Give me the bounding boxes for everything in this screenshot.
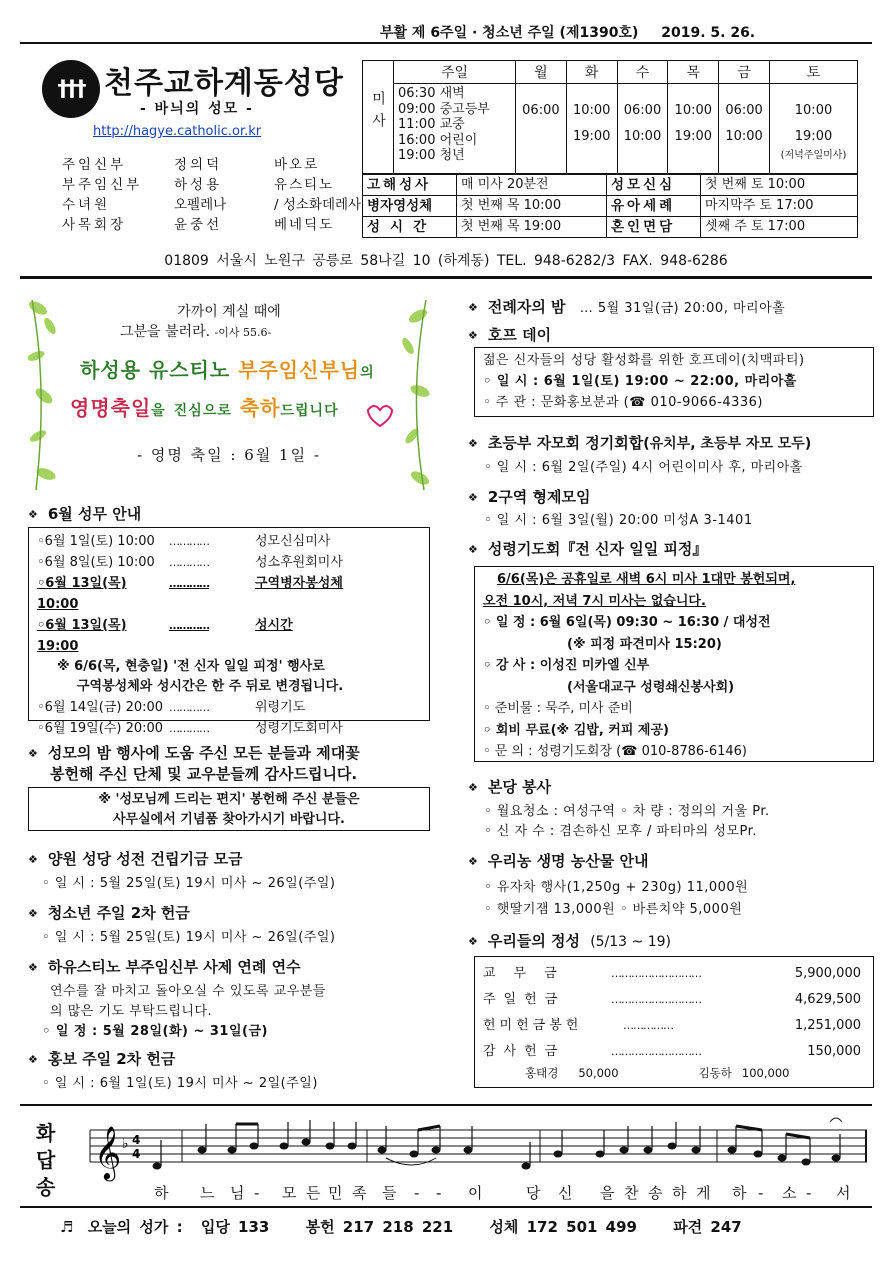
thanks-heading-line2: 봉헌해 주신 단체 및 교우분들께 감사드립니다. (50, 765, 358, 783)
table-row: 고해성사 매 미사 20분전 성모신심 첫 번째 토 10:00 (363, 175, 858, 196)
lyric-syllable: 을 (600, 1184, 615, 1202)
lyric-syllable: 들 (382, 1184, 397, 1202)
church-address: 01809 서울시 노원구 공릉로 58나길 10 (하계동) TEL. 948-6282/3 FAX. 948-6286 (164, 253, 728, 269)
mass-label: 미사 (363, 61, 394, 174)
staff-row: 수녀원 오펠레나 / 성소화데레사 (62, 197, 362, 213)
lyric-syllable: - (758, 1184, 764, 1202)
treble-clef-icon: 𝄞 (94, 1125, 122, 1179)
lyric-syllable: 이 (468, 1184, 483, 1202)
parish-service-line1: ◦ 월요청소 : 여성구역 ◦ 차 량 : 정의의 거울 Pr. (484, 804, 770, 819)
music-note-icon: ♬ (60, 1218, 74, 1236)
table-row: 교무금 ……………………… 5,900,000 (483, 966, 861, 981)
psalm-music-staff (22, 1110, 872, 1205)
saturday-mass-times: 10:00 19:00 (저녁주일미사) (770, 84, 858, 174)
table-row: 주일헌금 ……………………… 4,629,500 (483, 992, 861, 1007)
list-item: ◦6월 1일(토) 10:00 ………… 성모신심미사 (37, 534, 331, 549)
list-item: ◦6월 13일(목) 19:00 ………… 성시간 (37, 618, 293, 654)
staff-list (62, 155, 361, 235)
day-header: 수 (617, 61, 668, 84)
hope-day-box: 젊은 신자들의 성당 활성화를 위한 호프데이(치맥파티) ◦ 일 시 : 6월 1일(토) 19:00 ~ 22:00, 마리아홀 ◦ 주 관 : 문화홍보분과 (☎ 010-9066-4336) (474, 347, 874, 417)
table-row: 병자영성체 첫 번째 목 10:00 유아세례 마지막주 토 17:00 (363, 196, 858, 217)
church-name: 천주교하계동성당 (104, 66, 344, 101)
lyric-syllable: 당 (526, 1184, 541, 1202)
promo-collection-heading: ❖ 홍보 주일 2차 헌금 (28, 1048, 175, 1069)
church-logo-icon: ††† (42, 60, 100, 118)
lyric-syllable: - (436, 1184, 442, 1202)
lyric-syllable: - (414, 1184, 420, 1202)
list-item: ◦6월 14일(금) 20:00 ………… 위령기도 (37, 700, 306, 715)
thanks-heading: ❖ 성모의 밤 행사에 도움 주신 모든 분들과 제대꽃 (28, 742, 360, 763)
friday-mass-times: 06:00 10:00 (719, 84, 770, 174)
header-rule (20, 276, 872, 279)
lyric-syllable: 소 (782, 1184, 797, 1202)
schedule-note: 구역봉성체와 성시간은 한 주 뒤로 변경됩니다. (77, 679, 344, 694)
top-rule (20, 42, 872, 44)
lyric-syllable: 하 (732, 1184, 747, 1202)
spirit-retreat-box: 6/6(목)은 공휴일로 새벽 6시 미사 1대만 봉헌되며, 오전 10시, 저녁 7시 미사는 없습니다. ◦ 일 정 : 6월 6일(목) 09:30 ~ 16:30 / 대성전 (※ 피정 파견미사 15:20) ◦ 강 사 : 이성진 미카엘 신부 (서울대교구 성령쇄신봉사회) ◦ 준비물 : 묵주, 미사 준비 ◦ 회비 무료(※ 김밥, 커피 제공) ◦ 문 의 : 성령기도회장 (☎ 010-8786-6146) (474, 566, 874, 762)
list-item: ◦6월 19일(수) 20:00 ………… 성령기도회미사 (37, 721, 343, 736)
table-row: 헌미헌금봉헌 …………… 1,251,000 (483, 1018, 861, 1033)
promo-collection-detail: ◦ 일 시 : 6월 1일(토) 19시 미사 ~ 2일(주일) (42, 1076, 318, 1091)
staff-row: 주임신부 정의덕 바오로 (62, 157, 320, 173)
lyric-syllable: 찬 (624, 1184, 639, 1202)
music-top-rule (20, 1104, 872, 1106)
kids-meeting-detail: ◦ 일 시 : 6월 2일(주일) 4시 어린이미사 후, 마리아홀 (484, 460, 803, 475)
thanks-note-box: ※ '성모님께 드리는 편지' 봉헌해 주신 분들은 사무실에서 기념품 찾아가시기 바랍니다. (28, 787, 430, 831)
retreat-heading: ❖ 하유스티노 부주임신부 사제 연례 연수 (28, 956, 301, 977)
thanks-donors: 홍태경 50,000 김동하 100,000 (525, 1066, 790, 1080)
building-fund-heading: ❖ 양원 성당 성전 건립기금 모금 (28, 848, 243, 869)
spirit-retreat-heading: ❖ 성령기도회『전 신자 일일 피정』 (468, 538, 707, 559)
mass-schedule-table (362, 60, 858, 174)
staff-row: 사목회장 윤중선 베네딕도 (62, 217, 335, 233)
day-header: 토 (770, 61, 858, 84)
svg-text:♭: ♭ (122, 1136, 129, 1152)
lyric-syllable: 모 (282, 1184, 297, 1202)
offering-heading: ❖ 우리들의 정성 (5/13 ~ 19) (468, 930, 671, 951)
table-row: 성시간 첫 번째 목 19:00 혼인면담 셋째 주 토 17:00 (363, 217, 858, 238)
building-fund-detail: ◦ 일 시 : 5월 25일(토) 19시 미사 ~ 26일(주일) (42, 876, 336, 891)
lyric-syllable: 느 (200, 1184, 215, 1202)
district-detail: ◦ 일 시 : 6월 3일(월) 20:00 미성A 3-1401 (484, 513, 753, 528)
svg-text:4: 4 (132, 1147, 141, 1161)
farm-products-line2: ◦ 햇딸기잼 13,000원 ◦ 바른치약 5,000원 (484, 902, 743, 917)
youth-collection-detail: ◦ 일 시 : 5월 25일(토) 19시 미사 ~ 26일(주일) (42, 930, 336, 945)
monday-mass-times: 06:00 (516, 84, 567, 174)
issue-title: 부활 제 6주일 · 청소년 주일 (제1390호) (380, 25, 639, 41)
todays-hymns: ♬ 오늘의 성가 : 입당 133 봉헌 217 218 221 성체 172 501 499 파견 247 (60, 1218, 742, 1236)
lyric-syllable: 든 (306, 1184, 321, 1202)
sunday-mass-times: 06:30 새벽 09:00 중고등부 11:00 교중 16:00 어린이 19:00 청년 (394, 84, 516, 174)
thursday-mass-times: 10:00 19:00 (668, 84, 719, 174)
lyric-syllable: 님 (230, 1184, 245, 1202)
feast-date: - 영명 축일 : 6월 1일 - (137, 446, 321, 464)
tuesday-mass-times: 10:00 19:00 (566, 84, 617, 174)
day-header: 월 (516, 61, 567, 84)
farm-products-heading: ❖ 우리농 생명 농산물 안내 (468, 850, 648, 871)
list-item: ◦6월 8일(토) 10:00 ………… 성소후원회미사 (37, 555, 343, 570)
day-header: 금 (719, 61, 770, 84)
lyric-syllable: - (806, 1184, 812, 1202)
kids-meeting: ❖ 초등부 자모회 정기회합(유치부, 초등부 자모 모두) (468, 432, 811, 453)
lyric-syllable: 서 (836, 1184, 851, 1202)
psalm-label: 화 답 송 (36, 1121, 56, 1199)
wednesday-mass-times: 06:00 10:00 (617, 84, 668, 174)
offering-box (474, 956, 874, 1088)
parish-service-heading: ❖ 본당 봉사 (468, 776, 551, 797)
retreat-line1: 연수를 잘 마치고 돌아오실 수 있도록 교우분들 (50, 984, 326, 999)
music-bottom-rule (20, 1206, 872, 1208)
farm-products-line1: ◦ 유자차 행사(1,250g + 230g) 11,000원 (484, 880, 749, 895)
bulletin-issue-line (380, 22, 755, 42)
day-header: 화 (566, 61, 617, 84)
list-item: ◦6월 13일(목) 10:00 ………… 구역병자봉성체 (37, 576, 343, 612)
day-header: 목 (668, 61, 719, 84)
lyric-syllable: 송 (648, 1184, 663, 1202)
issue-date: 2019. 5. 26. (661, 25, 756, 41)
feast-greeting-card (28, 296, 430, 494)
greeting-verse-line1: 가까이 계실 때에 (177, 304, 281, 320)
altar-night: ❖ 전례자의 밤 … 5월 31일(금) 20:00, 마리아홀 (468, 296, 785, 317)
svg-text:4: 4 (132, 1133, 141, 1147)
staff-row: 부주임신부 하성용 유스티노 (62, 177, 335, 193)
lyric-syllable: 하 (672, 1184, 687, 1202)
greeting-name-line: 하성용 유스티노 부주임신부님의 (80, 358, 375, 382)
youth-collection-heading: ❖ 청소년 주일 2차 헌금 (28, 902, 190, 923)
schedule-note: ※ 6/6(목, 현충일) '전 신자 일일 피정' 행사로 (57, 659, 325, 674)
district-heading: ❖ 2구역 형제모임 (468, 486, 590, 507)
table-row: 감사헌금 ……………………… 150,000 (483, 1044, 861, 1059)
lyric-syllable: 게 (696, 1184, 711, 1202)
lyric-syllable: - (254, 1184, 260, 1202)
church-website-link[interactable]: http://hagye.catholic.or.kr (93, 124, 262, 139)
lyric-syllable: 신 (558, 1184, 573, 1202)
sacraments-table (362, 174, 858, 238)
greeting-congrats-line: 영명축일을 진심으로 축하드립니다 (70, 396, 339, 420)
lyric-syllable: 하 (154, 1184, 169, 1202)
church-motto: - 바늬의 성모 - (140, 101, 254, 117)
retreat-line3: ◦ 일 정 : 5월 28일(화) ~ 31일(금) (42, 1024, 268, 1039)
june-schedule-heading: ❖ 6월 성무 안내 (28, 503, 141, 524)
hope-day-heading: ❖ 호프 데이 (468, 324, 551, 345)
june-schedule-box (28, 527, 430, 736)
retreat-line2: 의 많은 기도 부탁드립니다. (50, 1004, 213, 1019)
parish-service-line2: ◦ 신 자 수 : 겸손하신 모후 / 파티마의 성모Pr. (484, 824, 757, 839)
lyric-syllable: 민 (328, 1184, 343, 1202)
lyric-syllable: 족 (352, 1184, 367, 1202)
day-header: 주일 (394, 61, 516, 84)
greeting-verse-line2: 그분을 불러라. -이사 55.6- (120, 324, 272, 340)
